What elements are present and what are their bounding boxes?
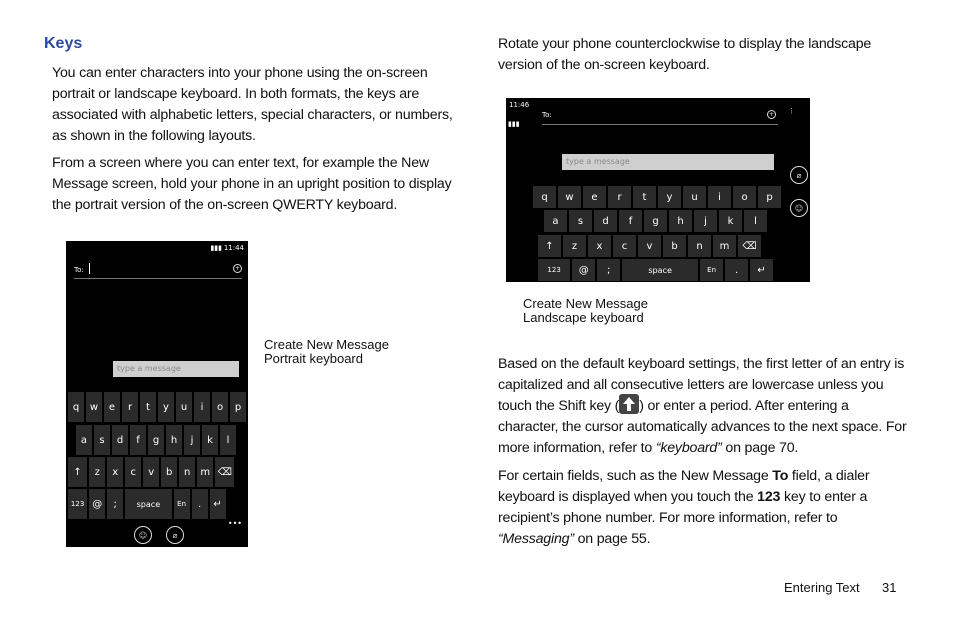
key-row1-6[interactable]: u <box>176 392 192 422</box>
key-row1-0-landscape[interactable]: q <box>533 186 556 208</box>
landscape-caption-line1: Create New Message <box>523 296 648 311</box>
keyboard-row-3 <box>68 457 236 487</box>
key-row2-6-landscape[interactable]: j <box>694 210 717 232</box>
portrait-keyboard-screenshot <box>66 241 248 547</box>
key-row4-0-landscape[interactable]: 123 <box>538 259 570 281</box>
key-row3-1[interactable]: z <box>89 457 105 487</box>
key-row4-2-landscape[interactable]: ; <box>597 259 620 281</box>
dialer-paragraph <box>498 466 908 550</box>
key-row3-4-landscape[interactable]: v <box>638 235 661 257</box>
battery-icon-landscape: ▮▮▮ <box>508 120 520 128</box>
key-row4-1[interactable]: @ <box>89 489 105 519</box>
more-icon[interactable]: ••• <box>227 519 242 528</box>
key-row1-0[interactable]: q <box>68 392 84 422</box>
key-row4-4-landscape[interactable]: En <box>700 259 723 281</box>
portrait-caption-line1: Create New Message <box>264 337 389 352</box>
key-row2-5[interactable]: h <box>166 425 182 455</box>
key-row4-3-landscape[interactable]: space <box>622 259 698 281</box>
key-row2-6[interactable]: j <box>184 425 200 455</box>
key-row2-8[interactable]: l <box>220 425 236 455</box>
section-heading: Keys <box>44 35 83 52</box>
key-row3-3-landscape[interactable]: c <box>613 235 636 257</box>
shift-text-after: ) or enter a period. After entering a character, the cursor automatically advances to the next space. For more information, refer to <box>498 398 907 456</box>
to-label-landscape: To: <box>542 111 552 119</box>
key-row1-2-landscape[interactable]: e <box>583 186 606 208</box>
key-row3-3[interactable]: c <box>125 457 141 487</box>
key-row3-2[interactable]: x <box>107 457 123 487</box>
text-cursor <box>89 263 90 274</box>
to-field-underline-landscape <box>542 124 778 125</box>
attach-icon[interactable]: ⌀ <box>166 526 184 544</box>
keyboard-row-4-landscape <box>538 259 775 281</box>
key-row4-6-landscape[interactable]: ↵ <box>750 259 773 281</box>
battery-icon: ▮▮▮ <box>210 244 222 252</box>
key-row1-7[interactable]: i <box>194 392 210 422</box>
landscape-caption <box>523 297 648 325</box>
key-row4-0[interactable]: 123 <box>68 489 87 519</box>
footer-title: Entering Text <box>784 580 860 595</box>
key-row1-4[interactable]: t <box>140 392 156 422</box>
key-row1-4-landscape[interactable]: t <box>633 186 656 208</box>
key-row3-0-landscape[interactable]: ↑ <box>538 235 561 257</box>
key-row4-2[interactable]: ; <box>107 489 123 519</box>
add-recipient-icon[interactable]: + <box>234 265 241 272</box>
key-row1-8[interactable]: o <box>212 392 228 422</box>
key-row2-4[interactable]: g <box>148 425 164 455</box>
key-row4-3[interactable]: space <box>125 489 171 519</box>
dialer-text-a: For certain fields, such as the New Message <box>498 468 773 484</box>
key-row1-7-landscape[interactable]: i <box>708 186 731 208</box>
shift-key-icon <box>619 394 639 414</box>
key-row2-5-landscape[interactable]: h <box>669 210 692 232</box>
key-123-term: 123 <box>757 489 781 505</box>
keyboard-reference[interactable]: “keyboard” <box>655 440 722 456</box>
keyboard-row-1-landscape <box>533 186 783 208</box>
portrait-caption <box>264 338 389 366</box>
add-recipient-icon-landscape[interactable]: + <box>768 111 775 118</box>
key-row1-8-landscape[interactable]: o <box>733 186 756 208</box>
landscape-paragraph: Rotate your phone counterclockwise to display the landscape version of the on-screen keyboard. <box>498 36 872 73</box>
keyboard-row-2-landscape <box>544 210 769 232</box>
key-row2-2[interactable]: d <box>112 425 128 455</box>
key-row3-4[interactable]: v <box>143 457 159 487</box>
key-row3-5-landscape[interactable]: b <box>663 235 686 257</box>
emoticon-icon[interactable]: ☺ <box>134 526 152 544</box>
keyboard-row-1 <box>68 392 248 422</box>
dialer-text-e: key to enter a recipient’s phone number. For more information, refer to <box>498 489 868 526</box>
portrait-paragraph: From a screen where you can enter text, for example the New Message screen, hold your phone in an upright position to display the portrait version of the on-screen QWERTY keyboard. <box>52 155 452 213</box>
key-row1-3-landscape[interactable]: r <box>608 186 631 208</box>
key-row2-3[interactable]: f <box>130 425 146 455</box>
key-row4-1-landscape[interactable]: @ <box>572 259 595 281</box>
page-number: 31 <box>882 580 897 595</box>
shift-text-end: on page 70. <box>721 440 799 456</box>
key-row3-7[interactable]: m <box>197 457 213 487</box>
key-row1-5-landscape[interactable]: y <box>658 186 681 208</box>
dialer-text-end: on page 55. <box>573 531 651 547</box>
key-row1-1[interactable]: w <box>86 392 102 422</box>
key-row3-6[interactable]: n <box>179 457 195 487</box>
key-row3-2-landscape[interactable]: x <box>588 235 611 257</box>
key-row3-1-landscape[interactable]: z <box>563 235 586 257</box>
landscape-caption-line2: Landscape keyboard <box>523 310 644 325</box>
key-row2-7-landscape[interactable]: k <box>719 210 742 232</box>
key-row1-5[interactable]: y <box>158 392 174 422</box>
to-field-term: To <box>772 468 789 484</box>
intro-paragraph: You can enter characters into your phone using the on-screen portrait or landscape keyboard. In both formats, the keys are associated with alphabetic letters, special characters, or numbers, as shown in the following layouts. <box>52 65 453 144</box>
key-row4-6[interactable]: ↵ <box>210 489 226 519</box>
key-row3-8-landscape[interactable]: ⌫ <box>738 235 761 257</box>
key-row3-5[interactable]: b <box>161 457 177 487</box>
key-row3-7-landscape[interactable]: m <box>713 235 736 257</box>
attach-icon-landscape[interactable]: ⌀ <box>790 166 808 184</box>
key-row4-5[interactable]: . <box>192 489 208 519</box>
key-row2-8-landscape[interactable]: l <box>744 210 767 232</box>
key-row1-3[interactable]: r <box>122 392 138 422</box>
key-row1-1-landscape[interactable]: w <box>558 186 581 208</box>
key-row2-0-landscape[interactable]: a <box>544 210 567 232</box>
key-row2-1[interactable]: s <box>94 425 110 455</box>
message-input[interactable]: type a message <box>113 361 239 377</box>
key-row2-0[interactable]: a <box>76 425 92 455</box>
key-row2-2-landscape[interactable]: d <box>594 210 617 232</box>
key-row2-3-landscape[interactable]: f <box>619 210 642 232</box>
key-row1-6-landscape[interactable]: u <box>683 186 706 208</box>
key-row2-4-landscape[interactable]: g <box>644 210 667 232</box>
emoticon-icon-landscape[interactable]: ☺ <box>790 199 808 217</box>
portrait-caption-line2: Portrait keyboard <box>264 351 363 366</box>
to-label: To: <box>74 266 84 274</box>
message-input-landscape[interactable]: type a message <box>562 154 774 170</box>
more-icon-landscape[interactable]: ⋮ <box>788 107 795 115</box>
dialer-text-c: field, a dialer keyboard is displayed when you touch the <box>498 468 870 505</box>
shift-text-before: Based on the default keyboard settings, the first letter of an entry is capitalized and all consecutive letters are lowercase unless you touch the Shift key ( <box>498 356 905 414</box>
key-row3-6-landscape[interactable]: n <box>688 235 711 257</box>
key-row3-8[interactable]: ⌫ <box>215 457 234 487</box>
key-row3-0[interactable]: ↑ <box>68 457 87 487</box>
key-row2-1-landscape[interactable]: s <box>569 210 592 232</box>
key-row2-7[interactable]: k <box>202 425 218 455</box>
to-field-underline <box>74 278 242 279</box>
key-row1-9[interactable]: p <box>230 392 246 422</box>
key-row4-5-landscape[interactable]: . <box>725 259 748 281</box>
key-row1-2[interactable]: e <box>104 392 120 422</box>
keyboard-row-3-landscape <box>538 235 763 257</box>
status-time-landscape: 11:46 <box>509 101 530 109</box>
key-row4-4[interactable]: En <box>174 489 190 519</box>
shift-paragraph <box>498 354 908 459</box>
messaging-reference[interactable]: “Messaging” <box>498 531 574 547</box>
landscape-keyboard-screenshot <box>506 98 810 282</box>
keyboard-row-2 <box>76 425 238 455</box>
keyboard-row-4 <box>68 489 228 519</box>
status-time: 11:44 <box>223 244 244 252</box>
key-row1-9-landscape[interactable]: p <box>758 186 781 208</box>
